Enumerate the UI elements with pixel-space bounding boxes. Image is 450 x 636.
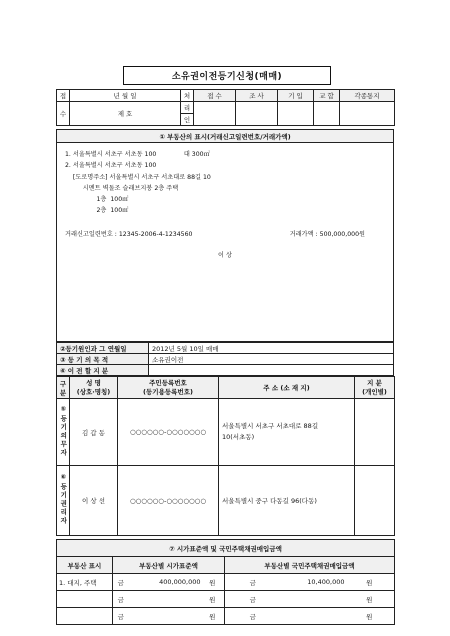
valuation-won: 원 — [201, 591, 225, 608]
seller-name[interactable]: 김 갑 동 — [70, 399, 118, 466]
cause-label: ②등기원인과 그 연월일 — [57, 343, 149, 354]
valuation-col-bond: 부동산별 국민주택채권매입금액 — [225, 557, 395, 574]
reception-su-label: 수 — [57, 102, 70, 126]
share-value[interactable] — [149, 365, 394, 376]
header-id-sub: (등기용등록번호) — [143, 387, 193, 396]
seller-address-line2: 10(서초동) — [222, 433, 255, 441]
seller-address[interactable] — [219, 399, 355, 466]
buyer-role — [57, 466, 70, 536]
reception-table — [56, 89, 395, 126]
valuation-geum: 금 — [113, 591, 129, 608]
col-inspection: 조 사 — [236, 90, 278, 102]
valuation-geum-bond: 금 — [225, 591, 281, 608]
header-name — [70, 377, 118, 399]
valuation-col-property: 부동산 표시 — [57, 557, 113, 574]
property-line: 시멘트 벽돌조 슬래브지붕 2층 주택 — [65, 184, 179, 192]
valuation-won-bond: 원 — [345, 574, 395, 591]
valuation-row — [57, 591, 395, 608]
valuation-row — [57, 574, 395, 591]
valuation-standard-value[interactable] — [129, 608, 201, 625]
valuation-row-label: 1. 대지, 주택 — [57, 574, 113, 591]
col-entry: 기 입 — [278, 90, 314, 102]
header-name-label: 성 명 — [86, 378, 101, 387]
document-title: 소유권이전등기신청(매매) — [123, 66, 331, 85]
valuation-geum: 금 — [113, 608, 129, 625]
valuation-won-bond: 원 — [345, 608, 395, 625]
header-address: 주 소 (소 재 지) — [219, 377, 355, 399]
header-id — [118, 377, 219, 399]
seller-address-line1: 서울특별시 서초구 서초대로 88길 — [222, 422, 319, 430]
seller-share[interactable] — [355, 399, 395, 466]
cell-verify[interactable] — [314, 102, 340, 126]
col-verify: 교 합 — [314, 90, 340, 102]
cell-notice[interactable] — [340, 102, 395, 126]
valuation-section-title: ⑦ 시가표준액 및 국민주택채권매입금액 — [57, 540, 395, 557]
valuation-bond-value[interactable]: 10,400,000 — [281, 574, 345, 591]
valuation-won-bond: 원 — [345, 591, 395, 608]
cell-reception[interactable] — [194, 102, 236, 126]
cell-inspection[interactable] — [236, 102, 278, 126]
seller-role — [57, 399, 70, 466]
seller-role-label: ⑤등기의무자 — [59, 404, 68, 458]
transaction-serial-number: 거래신고일련번호 : 12345-2006-4-1234560 — [65, 230, 193, 238]
purpose-value[interactable]: 소유권이전 — [149, 354, 394, 365]
property-line: 1. 서울특별시 서초구 서초동 100 대 300㎡ — [65, 151, 210, 158]
buyer-share[interactable] — [355, 466, 395, 536]
buyer-role-label: ⑥등기권리자 — [59, 473, 68, 526]
header-share-label: 지 분 — [367, 378, 382, 387]
header-id-label: 주민등록번호 — [149, 378, 187, 387]
valuation-bond-value[interactable] — [281, 608, 345, 625]
property-line: 2층 100㎡ — [65, 207, 129, 215]
valuation-table — [56, 539, 395, 625]
header-name-sub: (상호·명칭) — [76, 387, 111, 396]
valuation-col-standard: 부동산별 시가표준액 — [113, 557, 225, 574]
reception-date-label: 년 월 일 — [70, 90, 181, 102]
col-notice: 각종통지 — [340, 90, 395, 102]
col-reception: 접 수 — [194, 90, 236, 102]
purpose-label: ③ 등 기 의 목 적 — [57, 354, 149, 365]
valuation-geum-bond: 금 — [225, 574, 281, 591]
valuation-won: 원 — [201, 574, 225, 591]
cause-value[interactable]: 2012년 5월 10일 매매 — [149, 343, 394, 354]
valuation-row-label — [57, 608, 113, 625]
registration-info-table — [56, 342, 394, 376]
valuation-geum-bond: 금 — [225, 608, 281, 625]
reception-jeop-label: 접 — [57, 90, 70, 102]
valuation-won: 원 — [201, 608, 225, 625]
valuation-standard-value[interactable]: 400,000,000 — [129, 574, 201, 591]
property-line: 2. 서울특별시 서초구 서초동 100 — [65, 162, 157, 170]
share-label: ④ 이 전 할 지 분 — [57, 365, 149, 376]
end-marker: 이 상 — [218, 252, 232, 260]
property-description — [57, 143, 393, 341]
property-section-title: ① 부동산의 표시(거래신고일련번호/거래가액) — [57, 130, 394, 143]
valuation-row-label — [57, 591, 113, 608]
valuation-geum: 금 — [113, 574, 129, 591]
parties-table — [56, 376, 395, 536]
valuation-bond-value[interactable] — [281, 591, 345, 608]
property-line: 1층 100㎡ — [65, 196, 129, 204]
cell-entry[interactable] — [278, 102, 314, 126]
reception-number-label: 제 호 — [70, 102, 181, 126]
header-share-sub: (개인별) — [362, 387, 387, 396]
buyer-name[interactable]: 이 상 선 — [70, 466, 118, 536]
buyer-id[interactable]: ○○○○○○-○○○○○○○ — [118, 466, 219, 536]
application-form — [56, 89, 394, 625]
valuation-row — [57, 608, 395, 625]
seller-id[interactable]: ○○○○○○-○○○○○○○ — [118, 399, 219, 466]
property-line: [도로명주소] 서울특별시 서초구 서초대로 88길 10 — [65, 173, 211, 181]
header-gubun: 구분 — [57, 377, 70, 399]
transaction-price: 거래가액 : 500,000,000원 — [289, 230, 365, 238]
property-table — [56, 129, 394, 342]
processing-label-3: 인 — [181, 114, 194, 126]
valuation-standard-value[interactable] — [129, 591, 201, 608]
processing-label-1: 처 — [181, 90, 194, 102]
buyer-address[interactable]: 서울특별시 중구 다동길 96(다동) — [219, 466, 355, 536]
header-share — [355, 377, 395, 399]
processing-label-2: 리 — [181, 102, 194, 114]
